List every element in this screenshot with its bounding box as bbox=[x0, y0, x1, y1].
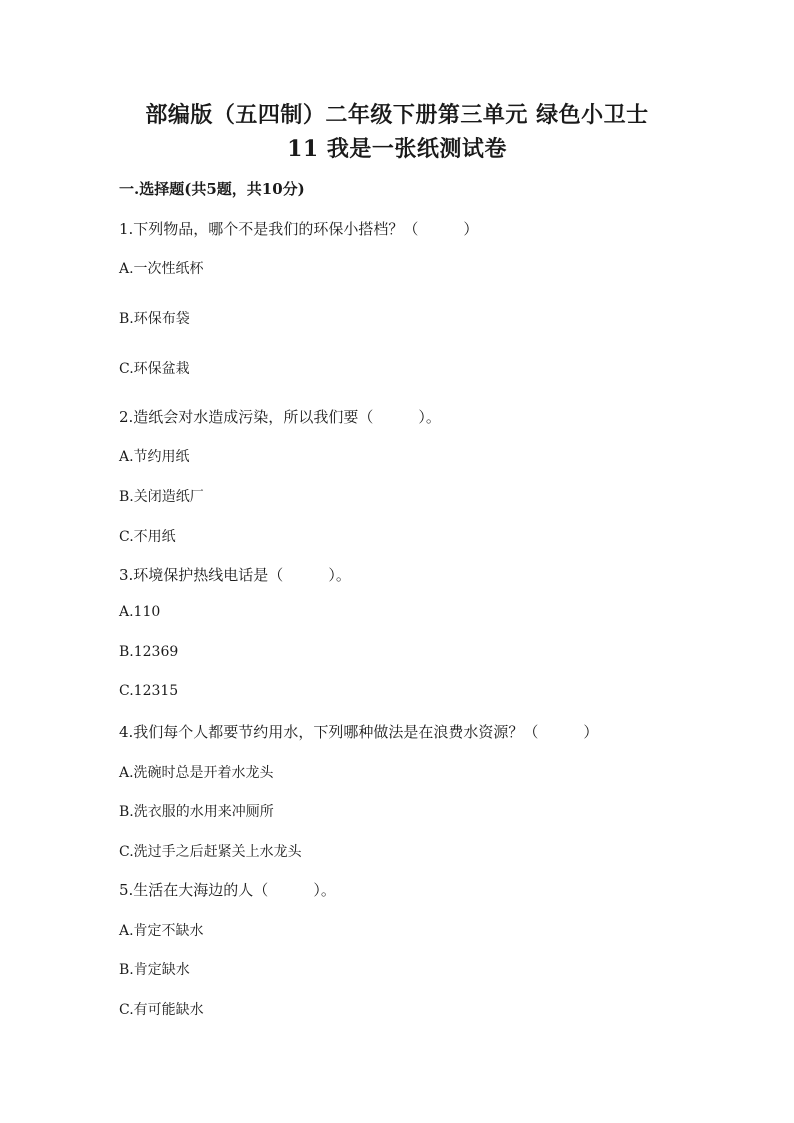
question-option: A.110 bbox=[119, 604, 161, 620]
question-option: C.有可能缺水 bbox=[119, 1002, 204, 1018]
page-title: 部编版（五四制）二年级下册第三单元 绿色小卫士 bbox=[145, 102, 649, 128]
question-option: B.肯定缺水 bbox=[119, 962, 190, 978]
question-stem: 3.环境保护热线电话是（ ）。 bbox=[119, 566, 351, 584]
question-stem: 5.生活在大海边的人（ ）。 bbox=[119, 881, 336, 899]
question-option: C.12315 bbox=[119, 683, 179, 699]
question-option: B.洗衣服的水用来冲厕所 bbox=[119, 804, 274, 820]
question-option: B.环保布袋 bbox=[119, 311, 190, 327]
question-option: B.12369 bbox=[119, 644, 179, 660]
question-option: C.不用纸 bbox=[119, 529, 176, 545]
question-option: A.节约用纸 bbox=[119, 449, 190, 465]
section-heading: 一.选择题(共5题，共10分) bbox=[119, 180, 305, 198]
question-option: A.洗碗时总是开着水龙头 bbox=[119, 765, 274, 781]
question-option: A.肯定不缺水 bbox=[119, 923, 204, 939]
question-stem: 4.我们每个人都要节约用水，下列哪种做法是在浪费水资源？（ ） bbox=[119, 723, 599, 741]
question-option: B.关闭造纸厂 bbox=[119, 489, 204, 505]
question-stem: 2.造纸会对水造成污染，所以我们要（ ）。 bbox=[119, 408, 441, 426]
question-option: A.一次性纸杯 bbox=[119, 261, 204, 277]
page-subtitle: 11 我是一张纸测试卷 bbox=[287, 136, 507, 162]
question-option: C.环保盆栽 bbox=[119, 361, 190, 377]
question-stem: 1.下列物品，哪个不是我们的环保小搭档？（ ） bbox=[119, 220, 479, 238]
question-option: C.洗过手之后赶紧关上水龙头 bbox=[119, 844, 302, 860]
